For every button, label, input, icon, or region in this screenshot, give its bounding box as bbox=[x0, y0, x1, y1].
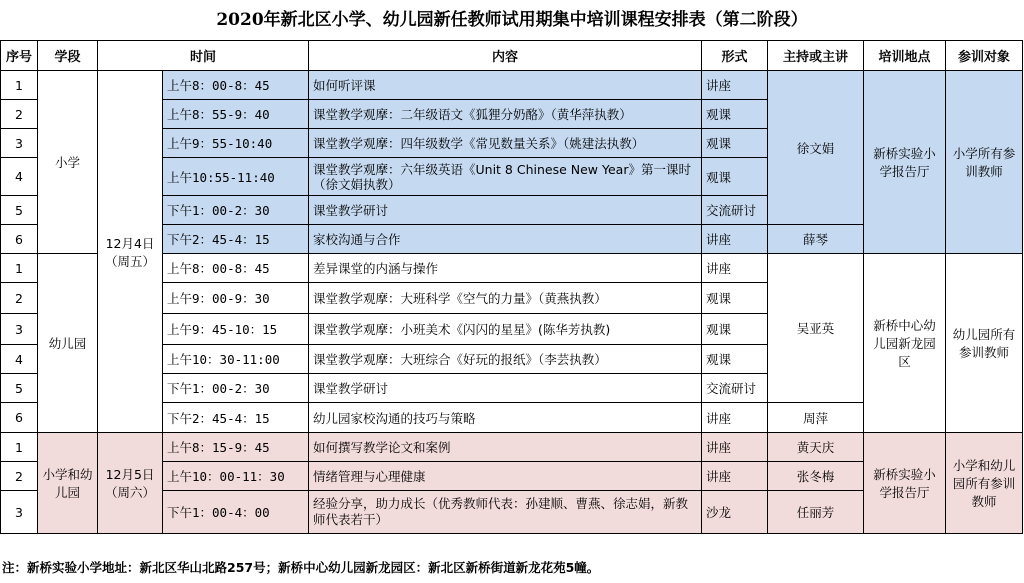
header-cell: 主持或主讲 bbox=[768, 41, 864, 71]
header-cell: 形式 bbox=[702, 41, 768, 71]
content-cell: 课堂教学研讨 bbox=[309, 196, 702, 225]
row-number: 5 bbox=[1, 196, 38, 225]
form-cell: 观课 bbox=[702, 158, 768, 196]
form-cell: 讲座 bbox=[702, 225, 768, 254]
location-cell: 新桥实验小学报告厅 bbox=[864, 433, 946, 534]
row-number: 3 bbox=[1, 491, 38, 534]
footnote: 注：新桥实验小学地址：新北区华山北路257号；新桥中心幼儿园新龙园区：新北区新桥街道新龙花苑5幢。 bbox=[2, 560, 600, 575]
time-cell: 上午9：55-10:40 bbox=[163, 129, 309, 158]
content-cell: 课堂教学观摩：六年级英语《Unit 8 Chinese New Year》第一课时（徐文娟执教） bbox=[309, 158, 702, 196]
time-cell: 上午9：45-10：15 bbox=[163, 314, 309, 345]
content-cell: 课堂教学观摩：大班综合《好玩的报纸》（李芸执教） bbox=[309, 345, 702, 374]
form-cell: 讲座 bbox=[702, 403, 768, 433]
date-label: 12月5日（周六） bbox=[104, 467, 155, 500]
row-number: 1 bbox=[1, 433, 38, 462]
time-cell: 下午1：00-4：00 bbox=[163, 491, 309, 534]
page-title: 2020年新北区小学、幼儿园新任教师试用期集中培训课程安排表（第二阶段） bbox=[216, 10, 808, 30]
row-number: 5 bbox=[1, 374, 38, 403]
time-cell: 上午8：00-8：45 bbox=[163, 254, 309, 283]
form-cell: 交流研讨 bbox=[702, 374, 768, 403]
content-cell: 课堂教学观摩：四年级数学《常见数量关系》（姚建法执教） bbox=[309, 129, 702, 158]
content-cell: 家校沟通与合作 bbox=[309, 225, 702, 254]
time-cell: 上午8：15-9：45 bbox=[163, 433, 309, 462]
row-number: 1 bbox=[1, 254, 38, 283]
header-cell: 培训地点 bbox=[864, 41, 946, 71]
form-cell: 讲座 bbox=[702, 462, 768, 491]
stage-cell: 小学和幼儿园 bbox=[38, 433, 98, 534]
time-cell: 下午2：45-4：15 bbox=[163, 403, 309, 433]
stage-cell: 幼儿园 bbox=[38, 254, 98, 433]
content-cell: 幼儿园家校沟通的技巧与策略 bbox=[309, 403, 702, 433]
stage-cell: 小学 bbox=[38, 71, 98, 254]
time-cell: 上午8：55-9：40 bbox=[163, 100, 309, 129]
time-cell: 上午10:55-11:40 bbox=[163, 158, 309, 196]
content-cell: 课堂教学研讨 bbox=[309, 374, 702, 403]
form-cell: 讲座 bbox=[702, 433, 768, 462]
header-cell: 参训对象 bbox=[946, 41, 1023, 71]
audience-cell: 幼儿园所有参训教师 bbox=[946, 254, 1023, 433]
host-cell: 徐文娟 bbox=[768, 71, 864, 225]
date-cell bbox=[98, 433, 163, 534]
host-cell: 吴亚英 bbox=[768, 254, 864, 403]
header-cell: 内容 bbox=[309, 41, 702, 71]
content-cell: 课堂教学观摩：二年级语文《狐狸分奶酪》（黄华萍执教） bbox=[309, 100, 702, 129]
header-row bbox=[1, 41, 1023, 71]
table-row bbox=[1, 71, 1023, 100]
form-cell: 观课 bbox=[702, 100, 768, 129]
host-cell: 任丽芳 bbox=[768, 491, 864, 534]
row-number: 2 bbox=[1, 462, 38, 491]
audience-cell: 小学和幼儿园所有参训教师 bbox=[946, 433, 1023, 534]
time-cell: 上午10：00-11：30 bbox=[163, 462, 309, 491]
row-number: 2 bbox=[1, 100, 38, 129]
content-cell: 如何撰写教学论文和案例 bbox=[309, 433, 702, 462]
form-cell: 讲座 bbox=[702, 71, 768, 100]
host-cell: 张冬梅 bbox=[768, 462, 864, 491]
host-cell: 薛琴 bbox=[768, 225, 864, 254]
row-number: 6 bbox=[1, 403, 38, 433]
row-number: 6 bbox=[1, 225, 38, 254]
header-cell: 时间 bbox=[98, 41, 309, 71]
row-number: 3 bbox=[1, 129, 38, 158]
content-cell: 经验分享，助力成长（优秀教师代表：孙建顺、曹燕、徐志娟，新教师代表若干） bbox=[309, 491, 702, 534]
time-cell: 上午8：00-8：45 bbox=[163, 71, 309, 100]
header-cell: 序号 bbox=[1, 41, 38, 71]
time-cell: 上午10：30-11:00 bbox=[163, 345, 309, 374]
form-cell: 观课 bbox=[702, 283, 768, 314]
time-cell: 下午1：00-2：30 bbox=[163, 196, 309, 225]
form-cell: 观课 bbox=[702, 314, 768, 345]
host-cell: 黄天庆 bbox=[768, 433, 864, 462]
time-cell: 下午1：00-2：30 bbox=[163, 374, 309, 403]
date-label: 12月4日（周五） bbox=[104, 235, 155, 269]
content-cell: 情绪管理与心理健康 bbox=[309, 462, 702, 491]
row-number: 4 bbox=[1, 345, 38, 374]
content-cell: 课堂教学观摩：大班科学《空气的力量》（黄燕执教） bbox=[309, 283, 702, 314]
content-cell: 如何听评课 bbox=[309, 71, 702, 100]
row-number: 1 bbox=[1, 71, 38, 100]
row-number: 2 bbox=[1, 283, 38, 314]
form-cell: 观课 bbox=[702, 129, 768, 158]
header-cell: 学段 bbox=[38, 41, 98, 71]
form-cell: 观课 bbox=[702, 345, 768, 374]
host-cell: 周萍 bbox=[768, 403, 864, 433]
content-cell: 课堂教学观摩：小班美术《闪闪的星星》(陈华芳执教) bbox=[309, 314, 702, 345]
row-number: 4 bbox=[1, 158, 38, 196]
table-row bbox=[1, 433, 1023, 462]
content-cell: 差异课堂的内涵与操作 bbox=[309, 254, 702, 283]
form-cell: 讲座 bbox=[702, 254, 768, 283]
date-cell bbox=[98, 71, 163, 433]
row-number: 3 bbox=[1, 314, 38, 345]
audience-cell: 小学所有参训教师 bbox=[946, 71, 1023, 254]
schedule-table bbox=[0, 40, 1023, 534]
form-cell: 沙龙 bbox=[702, 491, 768, 534]
time-cell: 下午2：45-4：15 bbox=[163, 225, 309, 254]
location-cell: 新桥实验小学报告厅 bbox=[864, 71, 946, 254]
time-cell: 上午9：00-9：30 bbox=[163, 283, 309, 314]
location-cell: 新桥中心幼儿园新龙园区 bbox=[864, 254, 946, 433]
form-cell: 交流研讨 bbox=[702, 196, 768, 225]
